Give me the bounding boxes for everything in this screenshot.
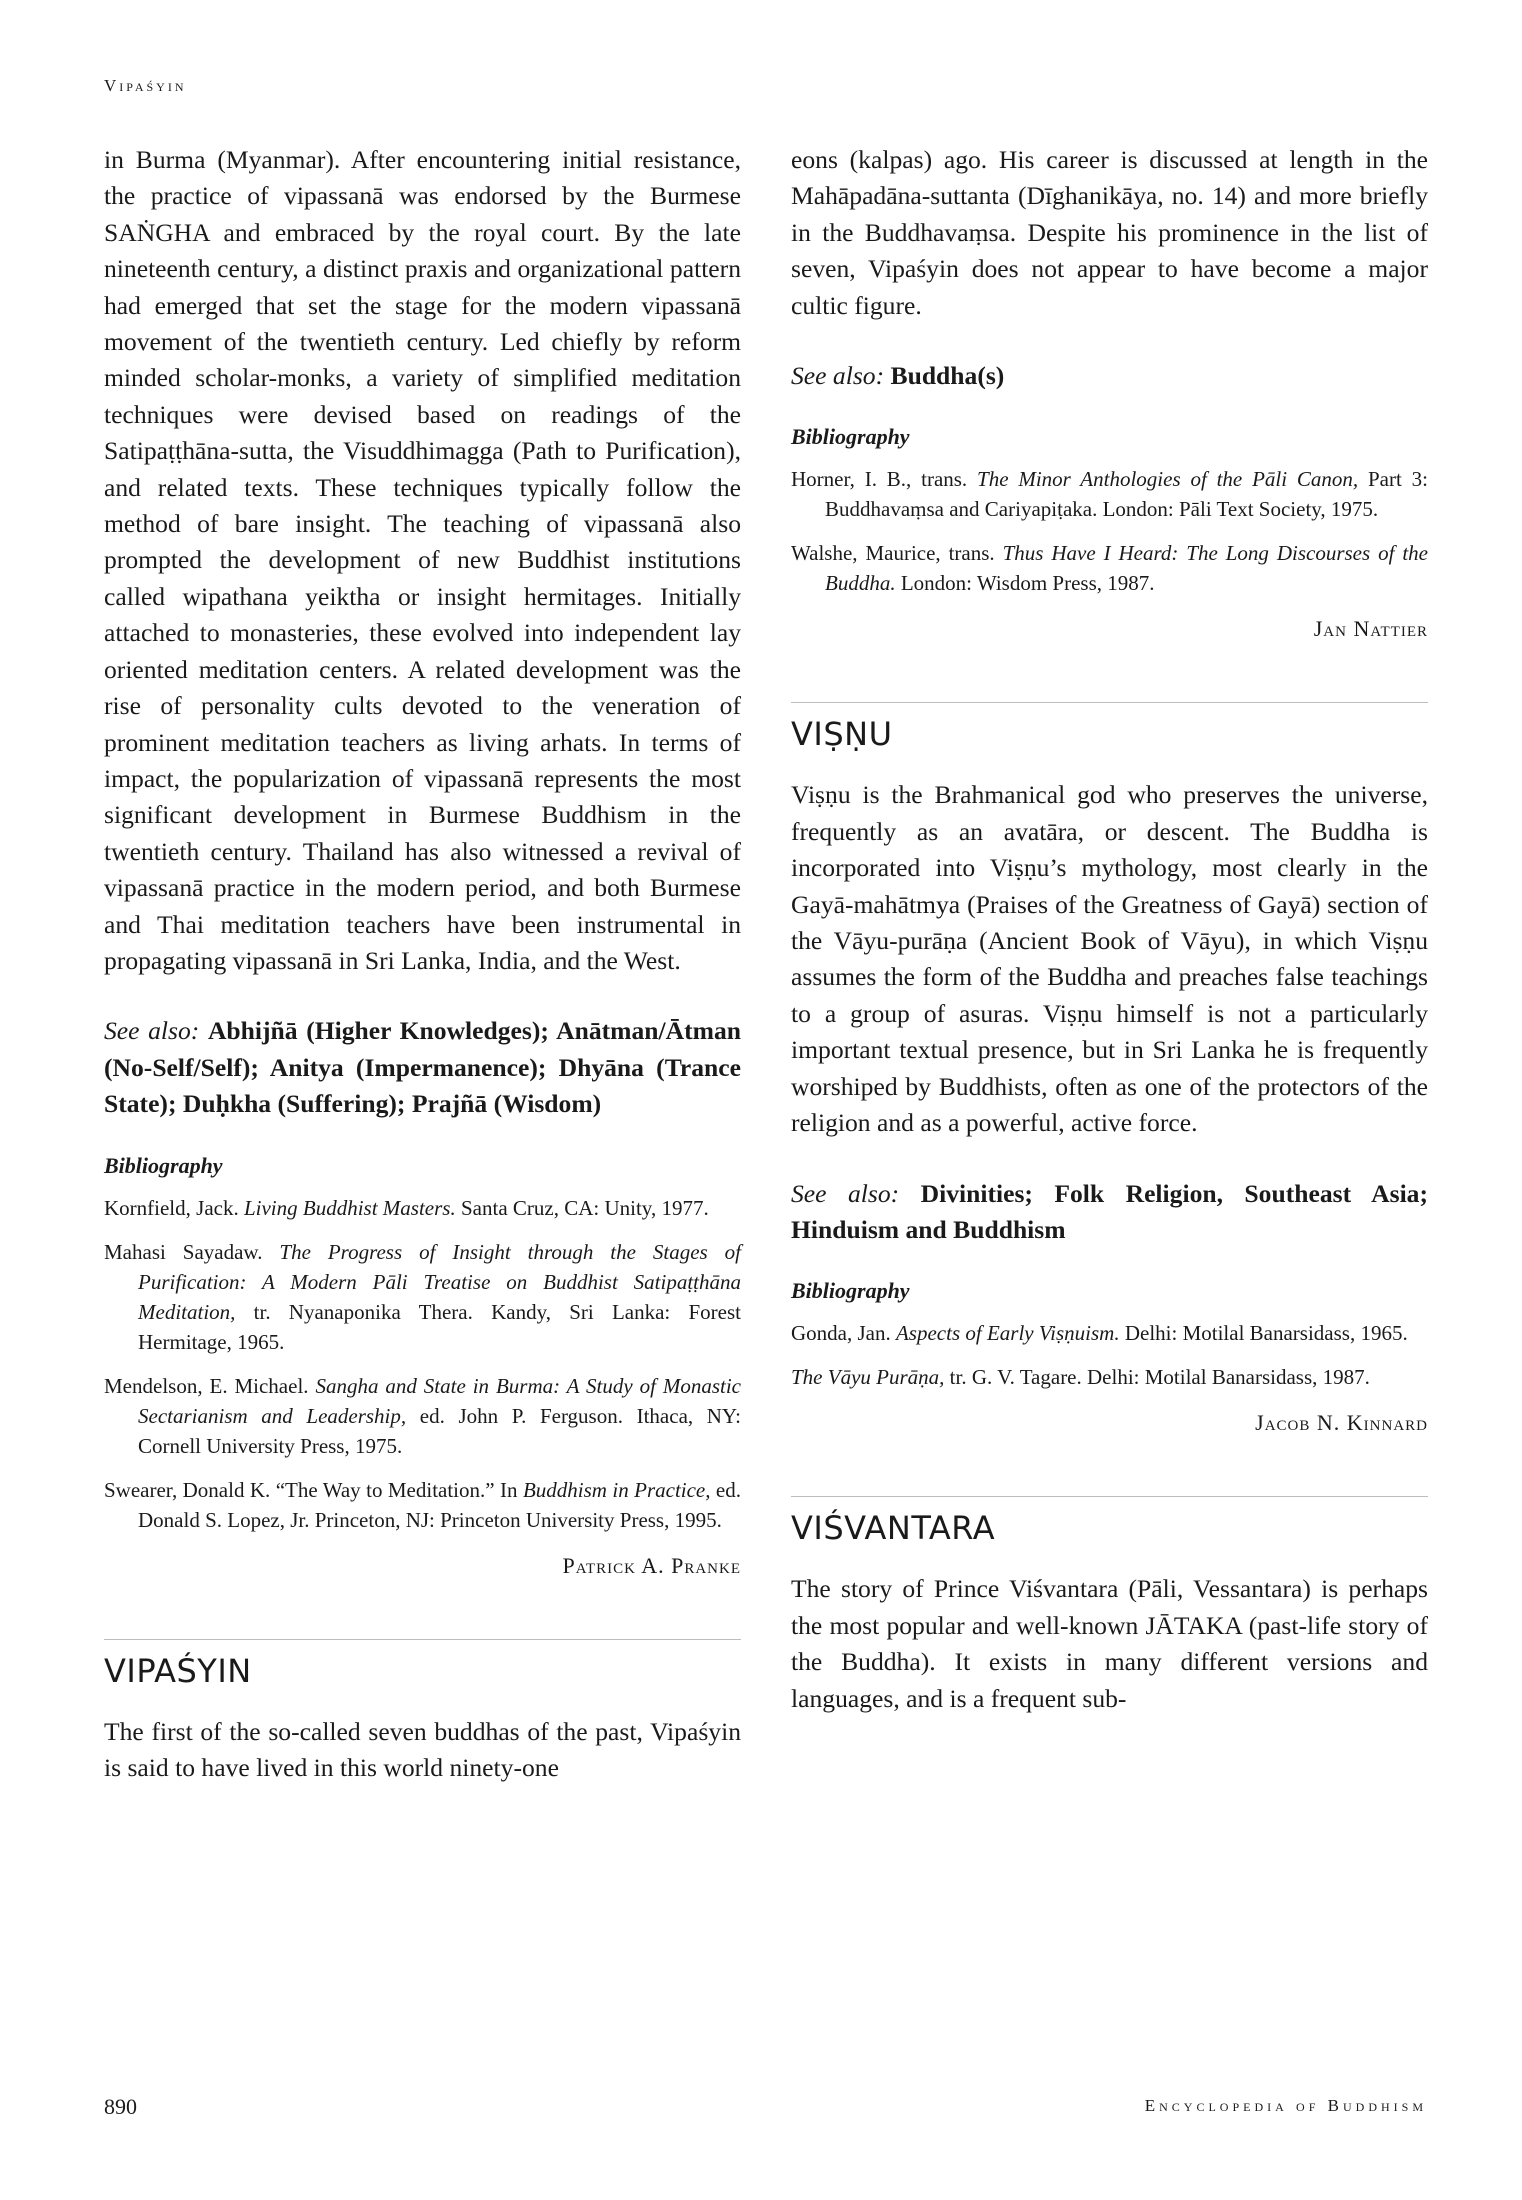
author-signature: Jacob N. Kinnard bbox=[1255, 1410, 1428, 1436]
visvantara-paragraph: The story of Prince Viśvantara (Pāli, Vessantara) is perhaps the most popular and well-known JĀTAKA (past-life story of the Buddha). It exists in many different versions and languages, and is a frequent sub- bbox=[791, 1574, 1428, 1713]
article-title-vipasyin: VIPAŚYIN bbox=[104, 1651, 252, 1690]
article-title-visvantara: VIŚVANTARA bbox=[791, 1509, 996, 1548]
vipasyin-paragraph: The first of the so-called seven buddhas of the past, Vipaśyin is said to have lived in this world ninety-one bbox=[104, 1716, 741, 1782]
bibliography-entry: Kornfield, Jack. Living Buddhist Masters. Santa Cruz, CA: Unity, 1977. bbox=[104, 1195, 709, 1220]
vipasyin-continuation-paragraph: eons (kalpas) ago. His career is discussed at length in the Mahāpadāna-suttanta (Dīghanikāya, no. 14) and more briefly in the Buddhavaṃsa. Despite his prominence in the list of seven, Vipaśyin does not appear to have become a major cultic figure. bbox=[791, 145, 1428, 320]
bibliography-heading: Bibliography bbox=[791, 424, 910, 450]
left-column bbox=[104, 142, 741, 1786]
bibliography-heading: Bibliography bbox=[104, 1152, 223, 1178]
page-number: 890 bbox=[104, 2094, 137, 2119]
see-also-vipasyin bbox=[791, 358, 1428, 394]
see-also-label: See also: bbox=[104, 1016, 200, 1046]
article-title-visnu: VIṢṆU bbox=[791, 715, 893, 754]
publication-name: Encyclopedia of Buddhism bbox=[1144, 2096, 1427, 2115]
article-divider bbox=[104, 1639, 741, 1640]
bibliography-entry: Horner, I. B., trans. The Minor Anthologies of the Pāli Canon, Part 3: Buddhavaṃsa and Cariyapiṭaka. London: Pāli Text Society, 1975. bbox=[791, 467, 1428, 522]
running-head: Vipaśyin bbox=[104, 76, 187, 95]
see-also-label: See also: bbox=[791, 361, 885, 391]
bibliography-entry: Gonda, Jan. Aspects of Early Viṣṇuism. Delhi: Motilal Banarsidass, 1965. bbox=[791, 1321, 1408, 1346]
bibliography-entry: The Vāyu Purāṇa, tr. G. V. Tagare. Delhi: Motilal Banarsidass, 1987. bbox=[791, 1365, 1370, 1390]
bibliography-entry: Walshe, Maurice, trans. Thus Have I Heard: The Long Discourses of the Buddha. London: Wisdom Press, 1987. bbox=[791, 541, 1428, 596]
bibliography-entry: Mendelson, E. Michael. Sangha and State in Burma: A Study of Monastic Sectarianism and Leadership, ed. John P. Ferguson. Ithaca, NY: Cornell University Press, 1975. bbox=[104, 1373, 742, 1458]
bibliography-entry: Swearer, Donald K. “The Way to Meditation.” In Buddhism in Practice, ed. Donald S. Lopez, Jr. Princeton, NJ: Princeton University Press, 1995. bbox=[104, 1477, 741, 1532]
see-also-label: See also: bbox=[791, 1178, 900, 1208]
see-also-visnu bbox=[791, 1176, 1428, 1249]
author-signature: Patrick A. Pranke bbox=[562, 1552, 741, 1578]
vipassana-continuation-paragraph: in Burma (Myanmar). After encountering initial resistance, the practice of vipassanā was endorsed by the Burmese SAṄGHA and embraced by the royal court. By the late nineteenth century, a distinct praxis and organizational pattern had emerged that set the stage for the modern vipassanā movement of the twentieth century. Led chiefly by reform minded scholar-monks, a variety of simplified meditation techniques were devised based on readings of the Satipaṭṭhāna-sutta, the Visuddhimagga (Path to Purification), and related texts. These techniques typically follow the method of bare insight. The teaching of vipassanā also prompted the development of new Buddhist institutions called wipathana yeiktha or insight hermitages. Initially attached to monasteries, these evolved into independent lay oriented meditation centers. A related development was the rise of personality cults devoted to the veneration of prominent meditation teachers as living arhats. In terms of impact, the popularization of vipassanā represents the most significant development in Burmese Buddhism in the twentieth century. Thailand has also witnessed a revival of vipassanā practice in the modern period, and both Burmese and Thai meditation teachers have been instrumental in propagating vipassanā in Sri Lanka, India, and the West. bbox=[104, 145, 741, 975]
bibliography-entry: Mahasi Sayadaw. The Progress of Insight through the Stages of Purification: A Modern Pāli Treatise on Buddhist Satipaṭṭhāna Meditation, tr. Nyanaponika Thera. Kandy, Sri Lanka: Forest Hermitage, 1965. bbox=[104, 1239, 741, 1354]
see-also-references[interactable]: Abhijñā (Higher Knowledges); Anātman/Ātman (No-Self/Self); Anitya (Impermanence); Dhyāna (Trance State); Duḥkha (Suffering); Prajñā (Wisdom) bbox=[104, 1016, 741, 1119]
author-signature: Jan Nattier bbox=[1313, 616, 1428, 642]
right-column bbox=[791, 142, 1428, 1717]
see-also-vipassana bbox=[104, 1013, 741, 1122]
article-divider bbox=[791, 1496, 1428, 1497]
bibliography-heading: Bibliography bbox=[791, 1278, 910, 1304]
article-divider bbox=[791, 702, 1428, 703]
visnu-paragraph: Viṣṇu is the Brahmanical god who preserves the universe, frequently as an avatāra, or descent. The Buddha is incorporated into Viṣṇu’s mythology, most clearly in the Gayā-mahātmya (Praises of the Greatness of Gayā) section of the Vāyu-purāṇa (Ancient Book of Vāyu), in which Viṣṇu assumes the form of the Buddha and preaches false teachings to a group of asuras. Viṣṇu himself is not a particularly important textual presence, but in Sri Lanka he is frequently worshiped by Buddhists, often as one of the protectors of the religion and as a powerful, active force. bbox=[791, 780, 1428, 1138]
see-also-references[interactable]: Divinities; Folk Religion, Southeast Asia; Hinduism and Buddhism bbox=[791, 1178, 1429, 1244]
see-also-references[interactable]: Buddha(s) bbox=[890, 361, 1005, 391]
